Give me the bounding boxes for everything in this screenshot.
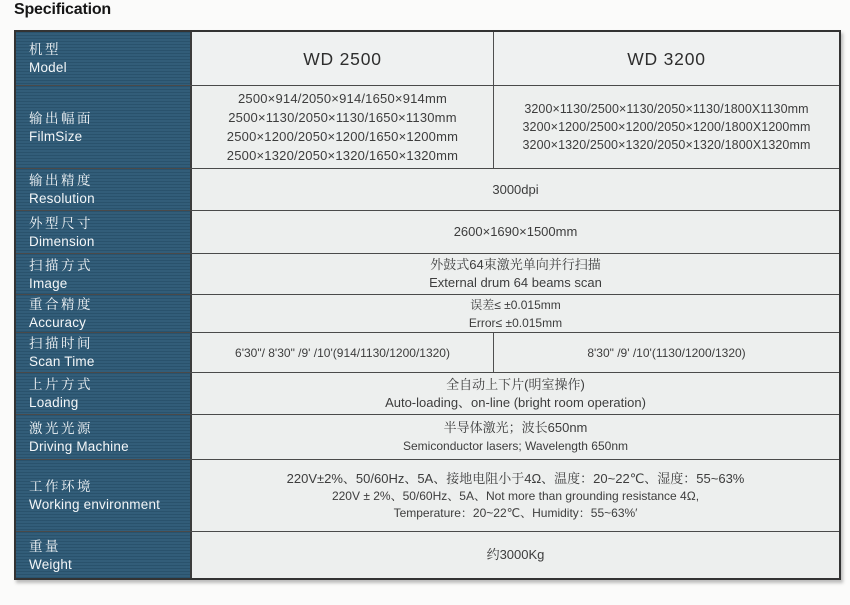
filmsize-line: 2500×914/2050×914/1650×914mm [237, 91, 448, 106]
label-en: Weight [29, 556, 72, 572]
page-title: Specification [14, 1, 111, 18]
label-zh: 工作环境 [29, 479, 93, 494]
label-en: Image [29, 275, 68, 291]
row-image-label [16, 254, 192, 294]
spec-table [14, 30, 841, 580]
row-driving-machine-label [16, 415, 192, 459]
filmsize-wd3200 [494, 86, 839, 168]
row-resolution [16, 168, 839, 210]
value-line-en: Auto-loading、on-line (bright room operation) [385, 394, 646, 410]
label-zh: 激光光源 [29, 420, 93, 436]
row-scantime [16, 332, 839, 372]
row-accuracy [16, 294, 839, 332]
row-working-environment-label [16, 460, 192, 531]
row-scantime-label [16, 333, 192, 372]
dimension-value [192, 211, 839, 253]
filmsize-line: 3200×1320/2500×1320/2050×1320/1800X1320mm [522, 138, 811, 152]
label-en: Resolution [29, 191, 95, 206]
label-zh: 输出幅面 [29, 110, 93, 126]
label-zh: 扫描方式 [29, 257, 93, 273]
row-filmsize-label [16, 86, 192, 168]
value-line-zh: 半导体激光；波长650nm [443, 420, 588, 435]
row-weight [16, 531, 839, 578]
row-working-environment [16, 459, 839, 531]
label-zh: 外型尺寸 [29, 215, 93, 231]
value-line: 约3000Kg [486, 547, 545, 562]
row-image [16, 253, 839, 294]
resolution-value [192, 169, 839, 210]
row-dimension [16, 210, 839, 253]
image-value [192, 254, 839, 294]
label-en: Accuracy [29, 315, 87, 330]
filmsize-line: 3200×1130/2500×1130/2050×1130/1800X1130mm [524, 102, 809, 116]
label-zh: 上片方式 [29, 377, 93, 392]
value-line: 8'30" /9' /10'(1130/1200/1320) [587, 345, 746, 360]
row-loading [16, 372, 839, 414]
working-environment-value [192, 460, 839, 531]
value-line: 3000dpi [492, 181, 539, 197]
model-wd2500-header: WD 2500 [192, 32, 494, 85]
value-line-en: Temperature：20~22℃、Humidity：55~63%′ [393, 506, 638, 520]
label-en: Scan Time [29, 354, 95, 369]
weight-value [192, 532, 839, 578]
label-zh: 输出精度 [29, 173, 93, 188]
row-driving-machine [16, 414, 839, 459]
row-accuracy-label [16, 295, 192, 332]
value-line-en: Error≤ ±0.015mm [468, 315, 563, 330]
value-line-zh: 误差≤ ±0.015mm [470, 297, 561, 312]
row-loading-label [16, 373, 192, 414]
label-zh: 机型 [29, 42, 61, 57]
value-line-en: External drum 64 beams scan [429, 275, 602, 290]
value-line: 6'30"/ 8'30" /9' /10'(914/1130/1200/1320) [235, 345, 450, 360]
accuracy-value [192, 295, 839, 332]
label-zh: 扫描时间 [29, 336, 93, 351]
row-dimension-label [16, 211, 192, 253]
label-en: Working environment [29, 497, 161, 512]
filmsize-line: 2500×1200/2050×1200/1650×1200mm [226, 129, 459, 144]
value-line-zh: 外鼓式64束激光单向并行扫描 [430, 257, 601, 272]
scantime-wd3200 [494, 333, 839, 372]
filmsize-line: 2500×1130/2050×1130/1650×1130mm [228, 110, 457, 125]
filmsize-line: 2500×1320/2050×1320/1650×1320mm [226, 148, 459, 163]
label-zh: 重合精度 [29, 297, 93, 312]
label-en: Driving Machine [29, 438, 129, 454]
filmsize-line: 3200×1200/2500×1200/2050×1200/1800X1200mm [522, 120, 811, 134]
label-zh: 重量 [29, 538, 61, 554]
scantime-wd2500 [192, 333, 494, 372]
label-en: Loading [29, 395, 79, 410]
value-line-en: Semiconductor lasers; Wavelength 650nm [403, 439, 628, 453]
value-line: 2600×1690×1500mm [453, 224, 578, 239]
loading-value [192, 373, 839, 414]
value-line-zh: 220V±2%、50/60Hz、5A、接地电阻小于4Ω、温度：20~22℃、湿度：55~63% [286, 471, 745, 486]
row-model [16, 32, 839, 85]
value-line-zh: 全自动上下片(明室操作) [446, 376, 585, 392]
model-wd3200-header: WD 3200 [494, 32, 839, 85]
row-resolution-label [16, 169, 192, 210]
value-line-en: 220V ± 2%、50/60Hz、5A、Not more than grounding resistance 4Ω, [331, 489, 700, 503]
label-en: FilmSize [29, 128, 83, 144]
label-en: Model [29, 60, 67, 75]
filmsize-wd2500 [192, 86, 494, 168]
row-filmsize [16, 85, 839, 168]
label-en: Dimension [29, 233, 95, 249]
row-model-label [16, 32, 192, 85]
driving-machine-value [192, 415, 839, 459]
row-weight-label [16, 532, 192, 578]
